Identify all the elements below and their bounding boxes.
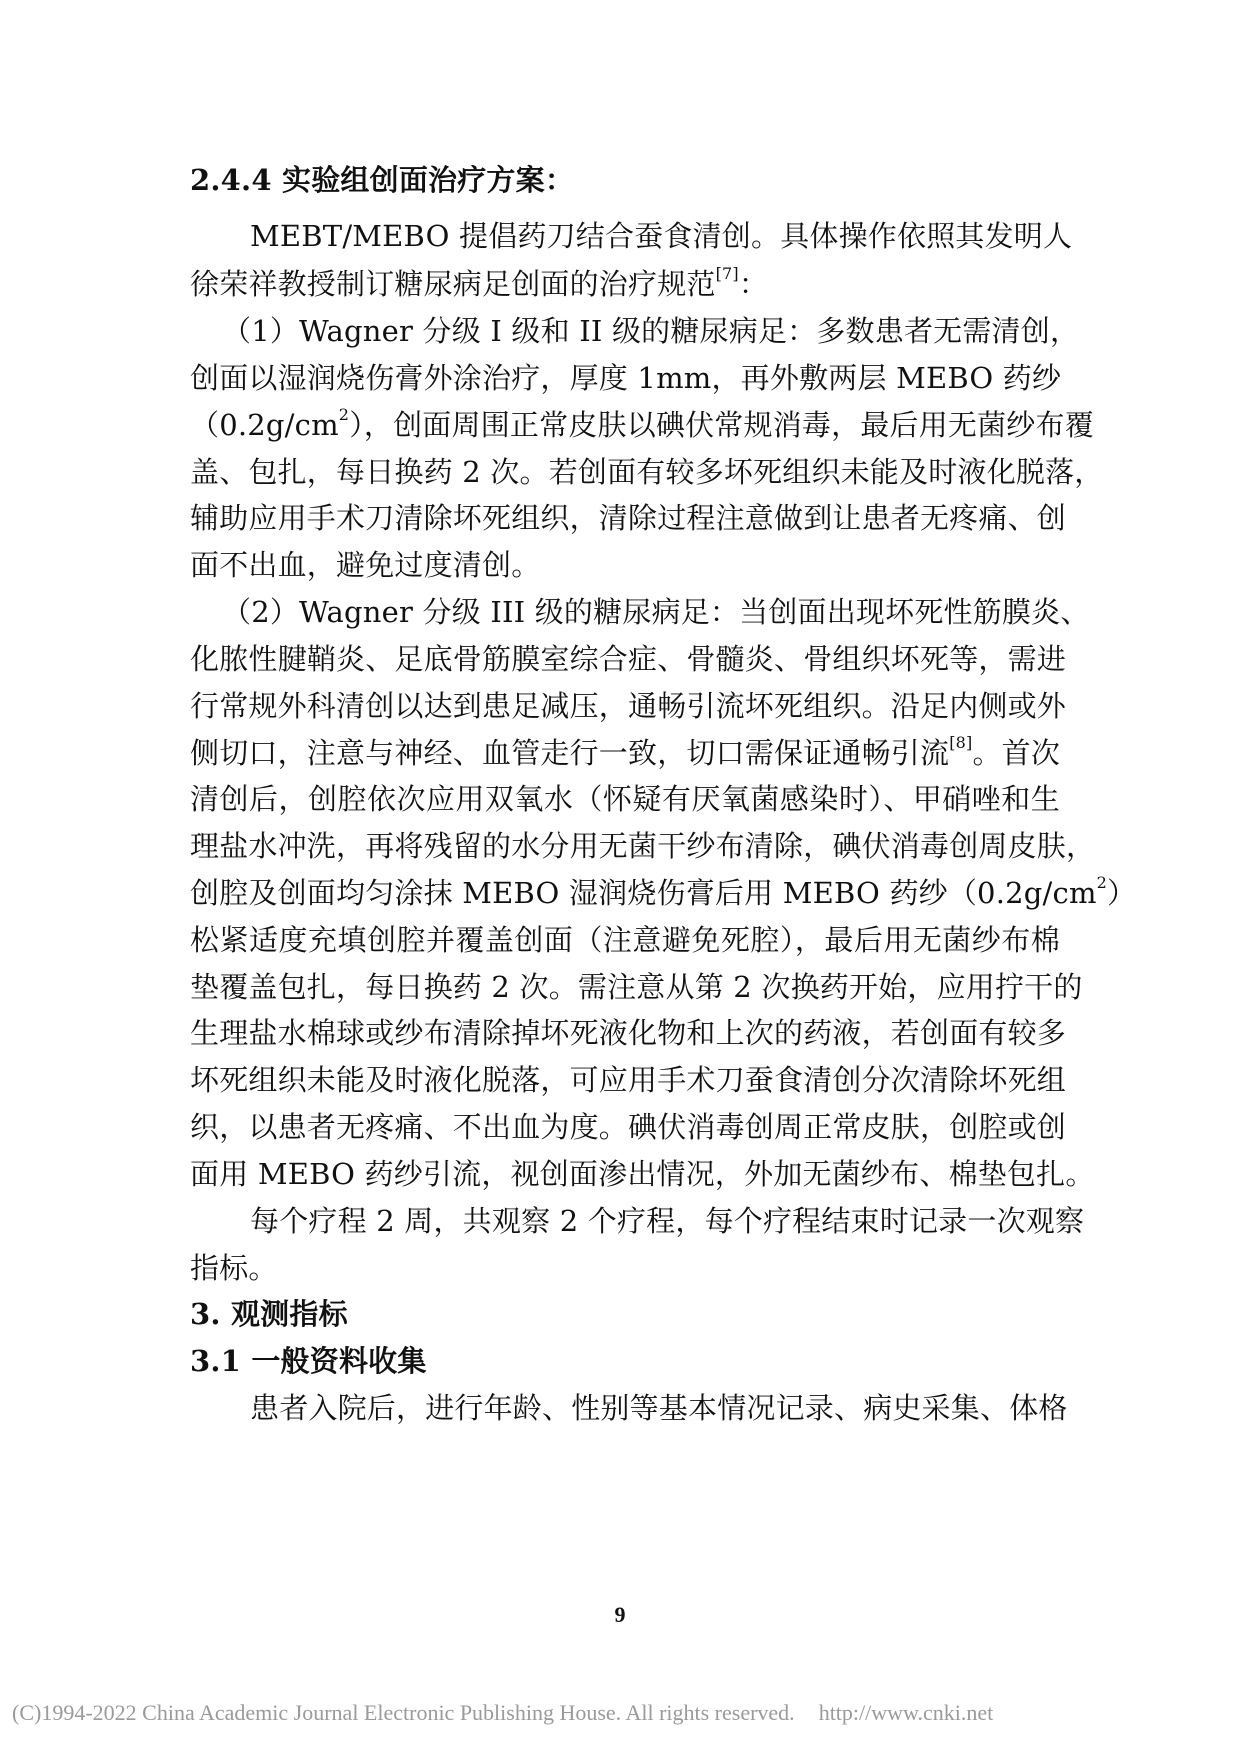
section-heading-2-4-4: 2.4.4 实验组创面治疗方案： <box>190 163 575 197</box>
superscript: 2 <box>338 405 350 425</box>
paragraph-line: 每个疗程 2 周，共观察 2 个疗程，每个疗程结束时记录一次观察 <box>250 1204 1085 1238</box>
line-text: （0.2g/cm <box>190 408 339 442</box>
paragraph-line <box>190 868 1137 918</box>
superscript: 2 <box>1096 873 1108 893</box>
paragraph-line: （2）Wagner 分级 III 级的糖尿病足：当创面出现坏死性筋膜炎、 <box>222 595 1090 629</box>
paragraph-line: MEBT/MEBO 提倡药刀结合蚕食清创。具体操作依照其发明人 <box>250 219 1073 253</box>
paragraph-line: 患者入院后，进行年龄、性别等基本情况记录、病史采集、体格 <box>250 1391 1068 1425</box>
paragraph-line: 面不出血，避免过度清创。 <box>190 548 541 582</box>
paragraph-line: 理盐水冲洗，再将残留的水分用无菌干纱布清除，碘伏消毒创周皮肤， <box>190 829 1096 863</box>
line-text: ） <box>1107 876 1137 910</box>
paragraph-line: 化脓性腱鞘炎、足底骨筋膜室综合症、骨髓炎、骨组织坏死等，需进 <box>190 642 1067 676</box>
paragraph-line: 清创后，创腔依次应用双氧水（怀疑有厌氧菌感染时）、甲硝唑和生 <box>190 782 1060 816</box>
page-number: 9 <box>614 1602 626 1627</box>
paragraph-line <box>190 259 1060 309</box>
paragraph-line: （1）Wagner 分级 I 级和 II 级的糖尿病足：多数患者无需清创， <box>222 314 1080 348</box>
paragraph-line: 盖、包扎，每日换药 2 次。若创面有较多坏死组织未能及时液化脱落， <box>190 455 1104 489</box>
footer <box>12 1700 1228 1726</box>
line-text: ： <box>738 267 769 301</box>
section-heading-3-1: 3.1 一般资料收集 <box>190 1344 427 1378</box>
paragraph-line: 行常规外科清创以达到患足减压，通畅引流坏死组织。沿足内侧或外 <box>190 689 1067 723</box>
paragraph-line: 创面以湿润烧伤膏外涂治疗，厚度 1mm，再外敷两层 MEBO 药纱 <box>190 361 1062 395</box>
paragraph-line: 织，以患者无疼痛、不出血为度。碘伏消毒创周正常皮肤，创腔或创 <box>190 1110 1067 1144</box>
line-text: 创腔及创面均匀涂抹 MEBO 湿润烧伤膏后用 MEBO 药纱（0.2g/cm <box>190 876 1097 910</box>
section-heading-3: 3. 观测指标 <box>190 1297 348 1331</box>
footer-url: http://www.cnki.net <box>818 1700 994 1725</box>
paragraph-line: 松紧适度充填创腔并覆盖创面（注意避免死腔），最后用无菌纱布棉 <box>190 923 1060 957</box>
paragraph-line <box>190 400 1094 450</box>
paragraph-line: 生理盐水棉球或纱布清除掉坏死液化物和上次的药液，若创面有较多 <box>190 1016 1067 1050</box>
paragraph-line: 辅助应用手术刀清除坏死组织，清除过程注意做到让患者无疼痛、创 <box>190 501 1067 535</box>
paragraph-line: 指标。 <box>190 1251 278 1285</box>
line-text: 侧切口，注意与神经、血管走行一致，切口需保证通畅引流 <box>190 736 950 770</box>
citation-ref: [8] <box>949 733 973 753</box>
line-text: 徐荣祥教授制订糖尿病足创面的治疗规范 <box>190 267 716 301</box>
paragraph-line: 面用 MEBO 药纱引流，视创面渗出情况，外加无菌纱布、棉垫包扎。 <box>190 1157 1095 1191</box>
footer-copyright: (C)1994-2022 China Academic Journal Electronic Publishing House. All rights reserved. <box>12 1700 795 1725</box>
paragraph-line: 垫覆盖包扎，每日换药 2 次。需注意从第 2 次换药开始，应用拧干的 <box>190 970 1083 1004</box>
line-text: ），创面周围正常皮肤以碘伏常规消毒，最后用无菌纱布覆 <box>349 408 1094 442</box>
paragraph-line: 坏死组织未能及时液化脱落，可应用手术刀蚕食清创分次清除坏死组 <box>190 1063 1067 1097</box>
paragraph-line <box>190 728 1060 778</box>
line-text: 。首次 <box>972 736 1061 770</box>
citation-ref: [7] <box>715 264 739 284</box>
